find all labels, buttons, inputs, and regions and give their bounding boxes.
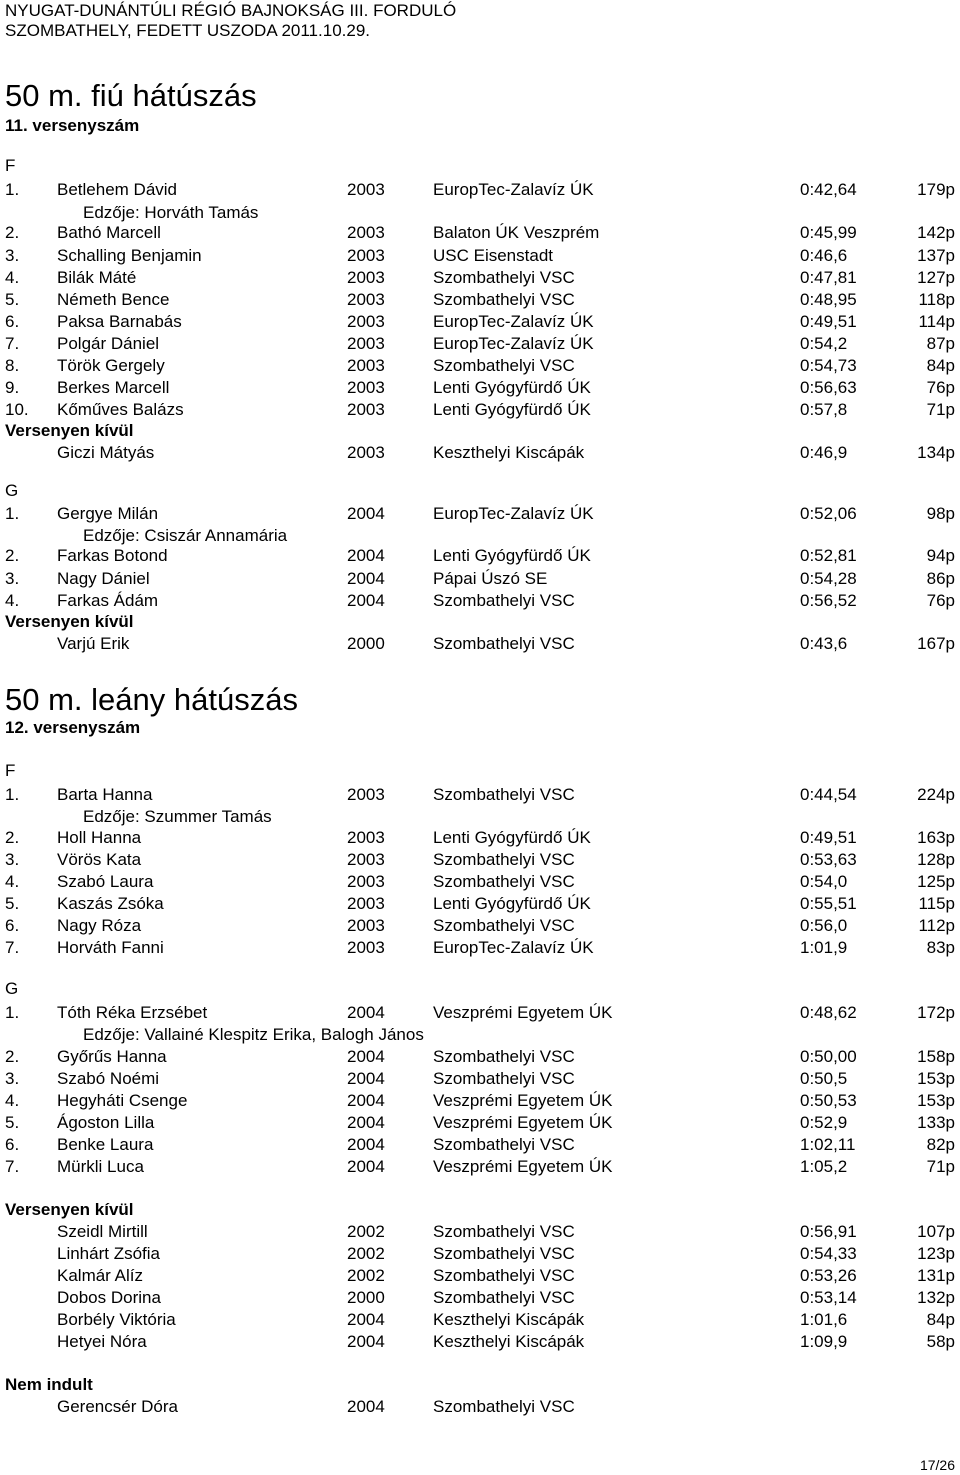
birth-year: 2003 — [347, 872, 385, 891]
club-name: Szombathelyi VSC — [433, 916, 575, 935]
result-time: 0:52,06 — [800, 504, 857, 523]
group-label: G — [5, 979, 19, 998]
result-time: 0:54,73 — [800, 356, 857, 375]
result-row — [5, 289, 960, 311]
swimmer-name: Tóth Réka Erzsébet — [57, 1003, 208, 1022]
result-time: 0:54,28 — [800, 569, 857, 588]
result-points: 127p — [917, 268, 955, 287]
swimmer-name: Farkas Botond — [57, 546, 168, 565]
result-time: 0:55,51 — [800, 894, 857, 913]
birth-year: 2004 — [347, 1310, 385, 1329]
swimmer-name: Németh Bence — [57, 290, 170, 309]
result-points: 115p — [918, 894, 955, 913]
club-name: Szombathelyi VSC — [433, 1266, 575, 1285]
result-points: 153p — [917, 1091, 955, 1110]
group-label: F — [5, 761, 16, 780]
swimmer-name: Farkas Ádám — [57, 591, 159, 610]
result-points: 118p — [918, 290, 955, 309]
club-name: Szombathelyi VSC — [433, 850, 575, 869]
result-row — [5, 827, 960, 849]
swimmer-name: Schalling Benjamin — [57, 246, 202, 265]
result-points: 86p — [926, 569, 955, 588]
birth-year: 2003 — [347, 268, 385, 287]
swimmer-name: Polgár Dániel — [57, 334, 160, 353]
result-time: 0:47,81 — [800, 268, 857, 287]
swimmer-name: Kaszás Zsóka — [57, 894, 164, 913]
swimmer-name: Berkes Marcell — [57, 378, 170, 397]
result-row — [5, 311, 960, 333]
result-row — [5, 545, 960, 567]
result-points: 112p — [918, 916, 955, 935]
competition-title: NYUGAT-DUNÁNTÚLI RÉGIÓ BAJNOKSÁG III. FORDULÓ — [5, 1, 457, 20]
result-points: 58p — [926, 1332, 955, 1351]
result-row — [5, 503, 960, 525]
coach-line: Edzője: Csiszár Annamária — [83, 526, 288, 545]
result-points: 94p — [926, 546, 955, 565]
result-rank: 3. — [5, 246, 20, 265]
result-rank: 10. — [5, 400, 29, 419]
result-row — [5, 1134, 960, 1156]
club-name: Lenti Gyógyfürdő ÚK — [433, 546, 591, 565]
club-name: Szombathelyi VSC — [433, 1288, 575, 1307]
outside-competition-label: Versenyen kívül — [5, 612, 134, 631]
result-rank: 6. — [5, 312, 20, 331]
result-points: 114p — [918, 312, 955, 331]
group-label: G — [5, 481, 19, 500]
result-row — [5, 1243, 960, 1265]
birth-year: 2003 — [347, 400, 385, 419]
swimmer-name: Barta Hanna — [57, 785, 153, 804]
result-time: 0:53,14 — [800, 1288, 857, 1307]
result-row — [5, 893, 960, 915]
birth-year: 2003 — [347, 223, 385, 242]
result-row — [5, 633, 960, 655]
coach-line: Edzője: Horváth Tamás — [83, 203, 259, 222]
result-rank: 7. — [5, 938, 20, 957]
result-points: 153p — [917, 1069, 955, 1088]
result-row — [5, 937, 960, 959]
swimmer-name: Szeidl Mirtill — [57, 1222, 148, 1241]
swimmer-name: Paksa Barnabás — [57, 312, 182, 331]
result-points: 71p — [926, 1157, 955, 1176]
club-name: Szombathelyi VSC — [433, 591, 575, 610]
result-row — [5, 1046, 960, 1068]
club-name: EuropTec-Zalavíz ÚK — [433, 180, 594, 199]
result-rank: 4. — [5, 872, 20, 891]
result-row — [5, 222, 960, 244]
swimmer-name: Bilák Máté — [57, 268, 137, 287]
swimmer-name: Dobos Dorina — [57, 1288, 161, 1307]
birth-year: 2003 — [347, 246, 385, 265]
result-points: 83p — [926, 938, 955, 957]
result-time: 0:46,9 — [800, 443, 848, 462]
result-rank: 2. — [5, 546, 20, 565]
result-row — [5, 245, 960, 267]
result-row — [5, 1265, 960, 1287]
club-name: Szombathelyi VSC — [433, 1047, 575, 1066]
swimmer-name: Mürkli Luca — [57, 1157, 144, 1176]
result-time: 0:43,6 — [800, 634, 848, 653]
birth-year: 2004 — [347, 504, 385, 523]
club-name: Veszprémi Egyetem ÚK — [433, 1091, 613, 1110]
club-name: Szombathelyi VSC — [433, 1222, 575, 1241]
result-points: 76p — [926, 378, 955, 397]
club-name: Keszthelyi Kiscápák — [433, 443, 585, 462]
result-row — [5, 568, 960, 590]
club-name: Szombathelyi VSC — [433, 356, 575, 375]
result-time: 1:02,11 — [800, 1135, 856, 1154]
birth-year: 2002 — [347, 1222, 385, 1241]
result-row — [5, 849, 960, 871]
result-row — [5, 1002, 960, 1024]
result-rank: 4. — [5, 268, 20, 287]
result-points: 158p — [917, 1047, 955, 1066]
result-rank: 1. — [5, 180, 20, 199]
result-time: 0:53,26 — [800, 1266, 857, 1285]
birth-year: 2004 — [347, 1003, 385, 1022]
result-points: 132p — [917, 1288, 955, 1307]
club-name: Szombathelyi VSC — [433, 1069, 575, 1088]
result-points: 142p — [917, 223, 955, 242]
swimmer-name: Hetyei Nóra — [57, 1332, 147, 1351]
birth-year: 2004 — [347, 1157, 385, 1176]
swimmer-name: Gerencsér Dóra — [57, 1397, 178, 1416]
result-time: 0:50,53 — [800, 1091, 857, 1110]
result-rank: 5. — [5, 290, 20, 309]
club-name: Veszprémi Egyetem ÚK — [433, 1157, 613, 1176]
result-row — [5, 1396, 960, 1418]
result-time: 0:54,2 — [800, 334, 848, 353]
result-rank: 7. — [5, 1157, 20, 1176]
swimmer-name: Kalmár Alíz — [57, 1266, 143, 1285]
result-row — [5, 399, 960, 421]
result-row — [5, 1112, 960, 1134]
result-row — [5, 784, 960, 806]
birth-year: 2000 — [347, 634, 385, 653]
result-time: 0:46,6 — [800, 246, 848, 265]
club-name: Szombathelyi VSC — [433, 1397, 575, 1416]
swimmer-name: Gergye Milán — [57, 504, 159, 523]
result-points: 224p — [917, 785, 955, 804]
swimmer-name: Horváth Fanni — [57, 938, 164, 957]
swimmer-name: Giczi Mátyás — [57, 443, 155, 462]
page-number: 17/26 — [919, 1457, 955, 1473]
swimmer-name: Holl Hanna — [57, 828, 142, 847]
result-rank: 2. — [5, 223, 20, 242]
outside-competition-label: Versenyen kívül — [5, 421, 134, 440]
swimmer-name: Vörös Kata — [57, 850, 142, 869]
birth-year: 2003 — [347, 356, 385, 375]
result-time: 0:56,91 — [800, 1222, 857, 1241]
result-rank: 1. — [5, 785, 20, 804]
result-row — [5, 442, 960, 464]
result-time: 0:54,33 — [800, 1244, 857, 1263]
club-name: Szombathelyi VSC — [433, 872, 575, 891]
event-title: 50 m. leány hátúszás — [5, 682, 298, 717]
result-rank: 1. — [5, 1003, 20, 1022]
result-points: 107p — [917, 1222, 955, 1241]
club-name: Szombathelyi VSC — [433, 634, 575, 653]
result-points: 82p — [926, 1135, 955, 1154]
result-row — [5, 915, 960, 937]
result-points: 133p — [917, 1113, 955, 1132]
result-points: 71p — [926, 400, 955, 419]
birth-year: 2000 — [347, 1288, 385, 1307]
club-name: Lenti Gyógyfürdő ÚK — [433, 400, 591, 419]
birth-year: 2003 — [347, 850, 385, 869]
result-rank: 8. — [5, 356, 20, 375]
swimmer-name: Nagy Dániel — [57, 569, 150, 588]
result-rank: 3. — [5, 850, 20, 869]
result-time: 0:50,00 — [800, 1047, 857, 1066]
swimmer-name: Kőműves Balázs — [57, 400, 184, 419]
result-points: 123p — [917, 1244, 955, 1263]
club-name: EuropTec-Zalavíz ÚK — [433, 334, 594, 353]
result-time: 0:50,5 — [800, 1069, 848, 1088]
result-row — [5, 1309, 960, 1331]
result-rank: 3. — [5, 569, 20, 588]
birth-year: 2002 — [347, 1244, 385, 1263]
birth-year: 2003 — [347, 828, 385, 847]
result-points: 172p — [917, 1003, 955, 1022]
birth-year: 2003 — [347, 916, 385, 935]
birth-year: 2004 — [347, 1091, 385, 1110]
result-time: 0:48,62 — [800, 1003, 857, 1022]
result-row — [5, 333, 960, 355]
birth-year: 2004 — [347, 1069, 385, 1088]
result-time: 0:44,54 — [800, 785, 857, 804]
result-rank: 2. — [5, 1047, 20, 1066]
birth-year: 2003 — [347, 334, 385, 353]
swimmer-name: Borbély Viktória — [57, 1310, 176, 1329]
result-rank: 4. — [5, 591, 20, 610]
result-time: 0:53,63 — [800, 850, 857, 869]
result-rank: 2. — [5, 828, 20, 847]
club-name: Pápai Úszó SE — [433, 569, 548, 588]
birth-year: 2003 — [347, 290, 385, 309]
result-rank: 6. — [5, 1135, 20, 1154]
swimmer-name: Linhárt Zsófia — [57, 1244, 160, 1263]
club-name: EuropTec-Zalavíz ÚK — [433, 312, 594, 331]
result-time: 1:05,2 — [800, 1157, 848, 1176]
swimmer-name: Benke Laura — [57, 1135, 154, 1154]
group-label: F — [5, 156, 16, 175]
birth-year: 2002 — [347, 1266, 385, 1285]
result-points: 179p — [917, 180, 955, 199]
result-rank: 3. — [5, 1069, 20, 1088]
club-name: Szombathelyi VSC — [433, 290, 575, 309]
result-time: 0:57,8 — [800, 400, 848, 419]
club-name: Veszprémi Egyetem ÚK — [433, 1113, 613, 1132]
birth-year: 2003 — [347, 180, 385, 199]
result-rank: 6. — [5, 916, 20, 935]
result-time: 1:01,9 — [800, 938, 848, 957]
result-time: 0:45,99 — [800, 223, 857, 242]
club-name: Keszthelyi Kiscápák — [433, 1310, 585, 1329]
birth-year: 2004 — [347, 546, 385, 565]
club-name: Szombathelyi VSC — [433, 1135, 575, 1154]
swimmer-name: Betlehem Dávid — [57, 180, 178, 199]
result-time: 1:01,6 — [800, 1310, 848, 1329]
result-row — [5, 267, 960, 289]
result-rank: 4. — [5, 1091, 20, 1110]
result-time: 0:54,0 — [800, 872, 848, 891]
birth-year: 2004 — [347, 1135, 385, 1154]
result-points: 87p — [926, 334, 955, 353]
event-title: 50 m. fiú hátúszás — [5, 78, 257, 113]
club-name: EuropTec-Zalavíz ÚK — [433, 504, 594, 523]
result-row — [5, 590, 960, 612]
coach-line: Edzője: Vallainé Klespitz Erika, Balogh János — [83, 1025, 424, 1044]
result-row — [5, 355, 960, 377]
result-points: 125p — [917, 872, 955, 891]
birth-year: 2003 — [347, 894, 385, 913]
result-rank: 5. — [5, 894, 20, 913]
result-points: 84p — [926, 1310, 955, 1329]
result-points: 98p — [926, 504, 955, 523]
club-name: EuropTec-Zalavíz ÚK — [433, 938, 594, 957]
competition-venue-date: SZOMBATHELY, FEDETT USZODA 2011.10.29. — [5, 21, 371, 40]
coach-line: Edzője: Szummer Tamás — [83, 807, 272, 826]
outside-competition-label: Versenyen kívül — [5, 1200, 134, 1219]
birth-year: 2004 — [347, 1047, 385, 1066]
result-points: 131p — [917, 1266, 955, 1285]
result-row — [5, 1156, 960, 1178]
result-rank: 9. — [5, 378, 20, 397]
club-name: Szombathelyi VSC — [433, 785, 575, 804]
swimmer-name: Nagy Róza — [57, 916, 142, 935]
result-time: 0:42,64 — [800, 180, 857, 199]
club-name: Lenti Gyógyfürdő ÚK — [433, 828, 591, 847]
birth-year: 2003 — [347, 443, 385, 462]
birth-year: 2003 — [347, 312, 385, 331]
swimmer-name: Varjú Erik — [57, 634, 130, 653]
did-not-start-label: Nem indult — [5, 1375, 93, 1394]
club-name: Szombathelyi VSC — [433, 268, 575, 287]
result-rank: 7. — [5, 334, 20, 353]
result-row — [5, 1068, 960, 1090]
club-name: Lenti Gyógyfürdő ÚK — [433, 894, 591, 913]
birth-year: 2003 — [347, 378, 385, 397]
swimmer-name: Török Gergely — [57, 356, 165, 375]
result-row — [5, 179, 960, 201]
result-time: 0:52,9 — [800, 1113, 848, 1132]
event-number: 12. versenyszám — [5, 718, 141, 737]
birth-year: 2004 — [347, 1397, 385, 1416]
result-points: 128p — [917, 850, 955, 869]
swimmer-name: Szabó Noémi — [57, 1069, 160, 1088]
club-name: Szombathelyi VSC — [433, 1244, 575, 1263]
result-time: 0:49,51 — [800, 828, 857, 847]
swimmer-name: Győrűs Hanna — [57, 1047, 167, 1066]
club-name: Balaton ÚK Veszprém — [433, 223, 600, 242]
birth-year: 2004 — [347, 591, 385, 610]
result-points: 84p — [926, 356, 955, 375]
result-time: 0:56,52 — [800, 591, 857, 610]
birth-year: 2004 — [347, 569, 385, 588]
club-name: Keszthelyi Kiscápák — [433, 1332, 585, 1351]
result-time: 0:56,63 — [800, 378, 857, 397]
result-points: 134p — [917, 443, 955, 462]
event-number: 11. versenyszám — [5, 116, 140, 135]
result-row — [5, 1090, 960, 1112]
swimmer-name: Ágoston Lilla — [57, 1113, 155, 1132]
swimmer-name: Hegyháti Csenge — [57, 1091, 188, 1110]
result-row — [5, 1331, 960, 1353]
result-row — [5, 871, 960, 893]
result-row — [5, 1221, 960, 1243]
birth-year: 2003 — [347, 785, 385, 804]
result-points: 163p — [917, 828, 955, 847]
club-name: Lenti Gyógyfürdő ÚK — [433, 378, 591, 397]
result-time: 1:09,9 — [800, 1332, 848, 1351]
result-rank: 1. — [5, 504, 20, 523]
result-rank: 5. — [5, 1113, 20, 1132]
club-name: USC Eisenstadt — [433, 246, 553, 265]
result-points: 76p — [926, 591, 955, 610]
birth-year: 2003 — [347, 938, 385, 957]
result-points: 137p — [917, 246, 955, 265]
swimmer-name: Szabó Laura — [57, 872, 154, 891]
result-time: 0:52,81 — [800, 546, 857, 565]
result-time: 0:49,51 — [800, 312, 857, 331]
result-time: 0:56,0 — [800, 916, 848, 935]
birth-year: 2004 — [347, 1332, 385, 1351]
swimmer-name: Bathó Marcell — [57, 223, 161, 242]
birth-year: 2004 — [347, 1113, 385, 1132]
result-row — [5, 377, 960, 399]
result-time: 0:48,95 — [800, 290, 857, 309]
result-row — [5, 1287, 960, 1309]
result-points: 167p — [917, 634, 955, 653]
club-name: Veszprémi Egyetem ÚK — [433, 1003, 613, 1022]
